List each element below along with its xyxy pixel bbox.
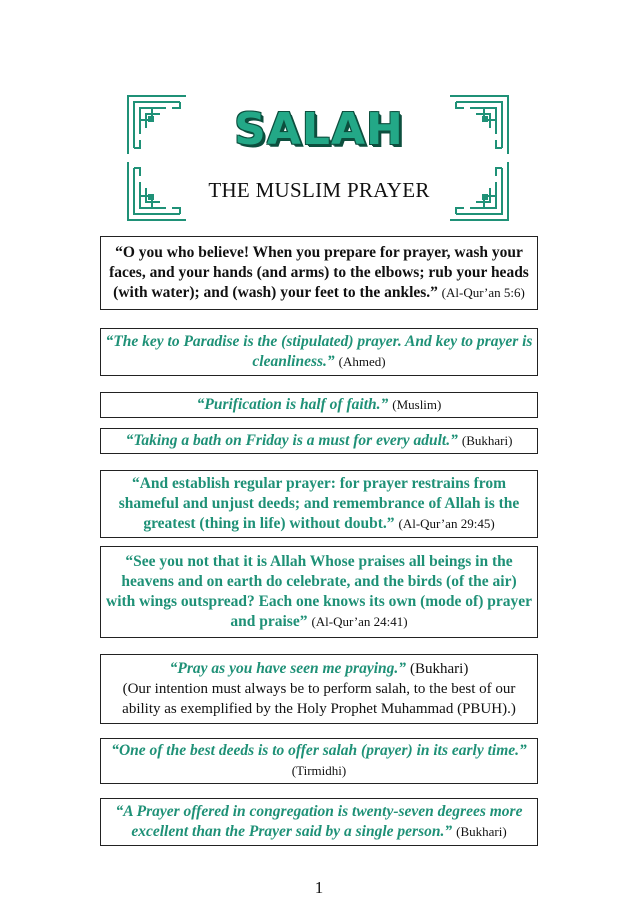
quote-box — [100, 328, 538, 376]
quote-text: “Purification is half of faith.” — [196, 396, 389, 413]
page-title: SALAH — [234, 104, 404, 155]
quote-source: (Al-Qur’an 24:41) — [311, 614, 408, 629]
quote-source: (Al-Qur’an 29:45) — [398, 516, 495, 531]
quote-box — [100, 428, 538, 454]
quote-text: “Taking a bath on Friday is a must for every adult.” — [125, 432, 458, 449]
quote-text: “Pray as you have seen me praying.” — [169, 660, 407, 677]
quote-source: (Tirmidhi) — [291, 763, 347, 778]
quote-text: “One of the best deeds is to offer salah (prayer) in its early time.” — [111, 742, 527, 759]
quote-text: “See you not that it is Allah Whose praises all beings in the heavens and on earth do celebrate, and the birds (of the air) with wings outspread? Each one knows its own (mode of) prayer and praise” — [106, 553, 532, 630]
quote-source: (Bukhari) — [410, 661, 469, 677]
quote-text: “O you who believe! When you prepare for prayer, wash your faces, and your hands (and arms) to the elbows; rub your heads (with water); and (wash) your feet to the ankles.” — [109, 244, 529, 301]
quote-source: (Bukhari) — [456, 824, 507, 839]
quote-source: (Muslim) — [392, 397, 442, 412]
quote-source: (Bukhari) — [461, 433, 513, 448]
quote-text: “A Prayer offered in congregation is twenty-seven degrees more excellent than the Prayer said by a single person.” — [115, 803, 523, 840]
quote-box — [100, 392, 538, 418]
quote-box — [100, 546, 538, 638]
page-number: 1 — [314, 878, 324, 897]
quote-box — [100, 470, 538, 538]
quote-box — [100, 654, 538, 724]
quote-note: (Our intention must always be to perform salah, to the best of our ability as exemplified by the Holy Prophet Muhammad (PBUH).) — [122, 681, 516, 717]
quote-box — [100, 236, 538, 310]
quote-source: (Ahmed) — [338, 354, 386, 369]
quote-text: “And establish regular prayer: for prayer restrains from shameful and unjust deeds; and remembrance of Allah is the greatest (thing in life) without doubt.” — [118, 475, 520, 532]
quote-text: “The key to Paradise is the (stipulated) prayer. And key to prayer is cleanliness.” — [105, 333, 533, 370]
page-subtitle: THE MUSLIM PRAYER — [208, 178, 430, 202]
quote-box — [100, 738, 538, 784]
quote-source: (Al-Qur’an 5:6) — [441, 285, 525, 300]
quote-box — [100, 798, 538, 846]
